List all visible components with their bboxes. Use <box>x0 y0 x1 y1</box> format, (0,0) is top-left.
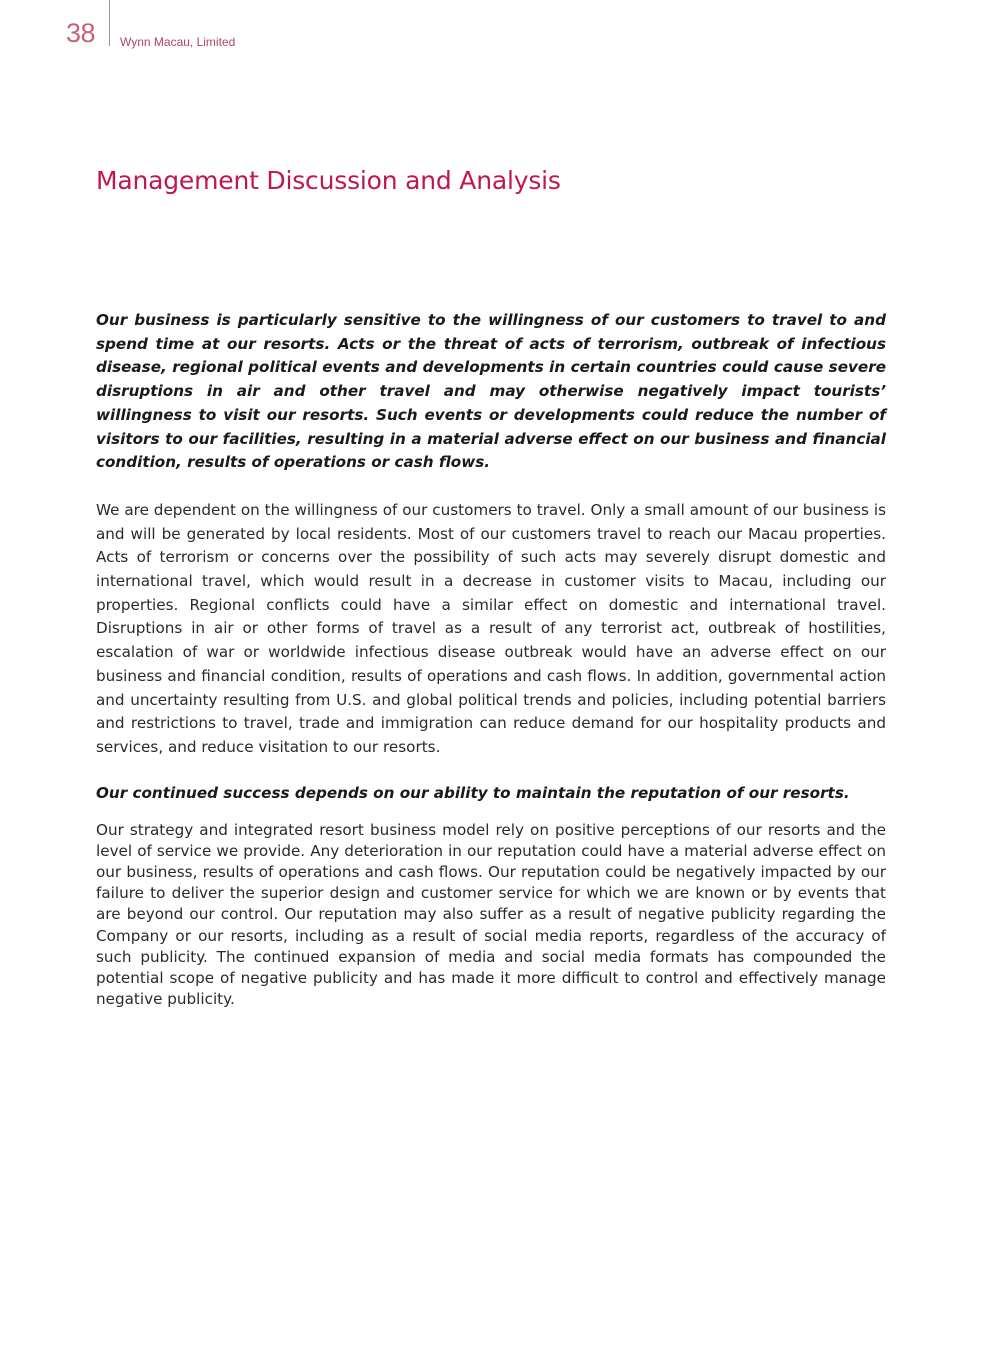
page-content <box>96 309 886 1010</box>
section-title: Management Discussion and Analysis <box>96 166 561 195</box>
page-number: 38 <box>66 18 96 48</box>
risk-factor-body: We are dependent on the willingness of our customers to travel. Only a small amount of our business is and will be generated by local residents. Most of our customers travel to reach our Macau properties. Acts of terrorism or concerns over the possibility of such acts may severely disrupt domestic and international travel, which would result in a decrease in customer visits to Macau, including our properties. Regional conflicts could have a similar effect on domestic and international travel. Disruptions in air or other forms of travel as a result of any terrorist act, outbreak of hostilities, escalation of war or worldwide infectious disease outbreak would have an adverse effect on our business and financial condition, results of operations and cash flows. In addition, governmental action and uncertainty resulting from U.S. and global political trends and policies, including potential barriers and restrictions to travel, trade and immigration can reduce demand for our hospitality products and services, and reduce visitation to our resorts. <box>96 500 886 756</box>
risk-factor-heading: Our business is particularly sensitive to the willingness of our customers to travel to and spend time at our resorts. Acts or the threat of acts of terrorism, outbreak of infectious disease, regional political events and developments in certain countries could cause severe disruptions in air and other travel and may otherwise negatively impact tourists’ willingness to visit our resorts. Such events or developments could reduce the number of visitors to our facilities, resulting in a material adverse effect on our business and financial condition, results of operations or cash flows. <box>96 311 886 472</box>
header-divider <box>109 0 110 46</box>
risk-factor-body: Our strategy and integrated resort business model rely on positive perceptions of our resorts and the level of service we provide. Any deterioration in our reputation could have a material adverse effect on our business, results of operations and cash flows. Our reputation could be negatively impacted by our failure to deliver the superior design and customer service for which we are known or by events that are beyond our control. Our reputation may also suffer as a result of negative publicity regarding the Company or our resorts, including as a result of social media reports, regardless of the accuracy of such publicity. The continued expansion of media and social media formats has compounded the potential scope of negative publicity and has made it more difficult to control and effectively manage negative publicity. <box>96 820 886 1009</box>
company-name: Wynn Macau, Limited <box>120 35 236 49</box>
risk-factor-heading: Our continued success depends on our ability to maintain the reputation of our resorts. <box>96 783 850 802</box>
